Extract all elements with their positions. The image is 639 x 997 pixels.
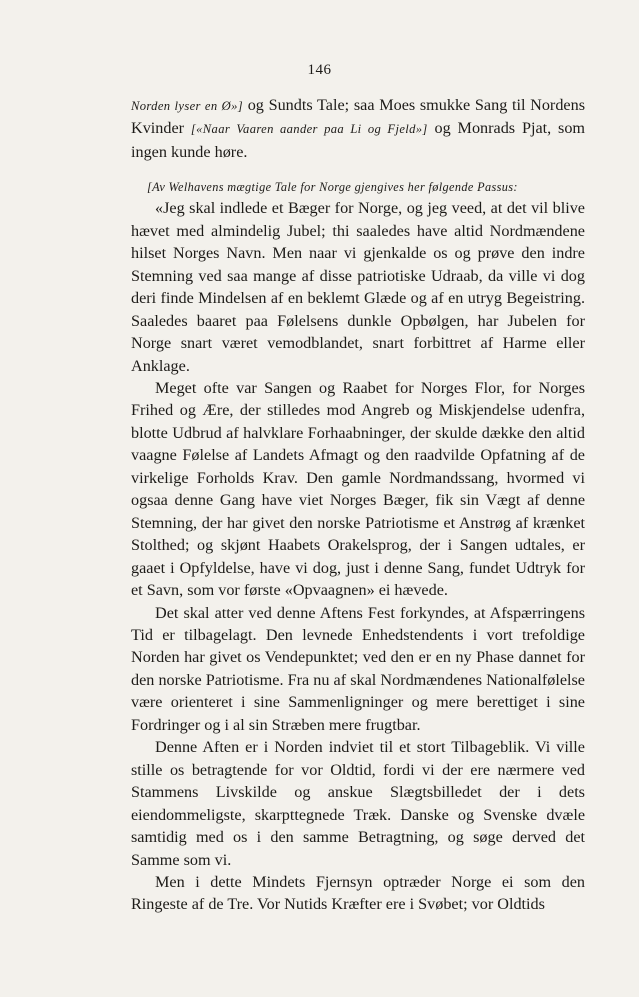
paragraph: Meget ofte var Sangen og Raabet for Norges Flor, for Norges Frihed og Ære, der stilledes mod Angreb og Miskjendelse udenfra, blotte Udbrud af halvklare Forhaabninger, der skulde dække den altid vaagne Følelse af Landets Afmagt og den raadvilde Opfatning af de virkelige Forholds Krav. Den gamle Nordmandssang, hvormed vi ogsaa denne Gang have viet Norges Bæger, fik sin Vægt af denne Stemning, der har givet den norske Patriotisme et Anstrøg af krænket Stolthed; og skjønt Haabets Orakelsprog, der i Sangen udtales, er gaaet i Opfyldelse, have vi dog, just i denne Sang, fundet Udtryk for et Savn, som vor første «Opvaagnen» ei hævede. bbox=[131, 378, 585, 600]
paragraph: «Jeg skal indlede et Bæger for Norge, og jeg veed, at det vil blive hævet med almindelig Jubel; thi saaledes have altid Nordmændene hilset Norges Navn. Men naar vi gjenkalde os og prøve den indre Stemning ved saa mange af disse patriotiske Udraab, da ville vi dog deri finde Mindelsen af en beklemt Glæde og af en utryg Begeistring. Saaledes baaret paa Følelsens dunkle Opbølgen, har Jubelen for Norge snart været vemodblandet, snart forbittret af Harme eller Anklage. bbox=[131, 199, 585, 375]
page-number: 146 bbox=[307, 62, 332, 78]
paragraph: Men i dette Mindets Fjernsyn optræder Norge ei som den Ringeste af de Tre. Vor Nutids Kræfter ere i Svøbet; vor Oldtids bbox=[131, 872, 585, 914]
intro-text-1: og Sundts Tale; saa Moes smukke Sang til Nordens Kvinder bbox=[131, 96, 585, 138]
paragraph: Det skal atter ved denne Aftens Fest forkyndes, at Afspærringens Tid er tilbagelagt. Den levnede Enhedstendents i vort trefoldige Norden har givet os Vendepunktet; ved den er en ny Phase dannet for den norske Patriotisme. Fra nu af skal Nordmændenes Nationalfølelse være orienteret i sine Sammenligninger og mere berettiget i sine Fordringer og i al sin Stræben mere frugtbar. bbox=[131, 603, 585, 734]
intro-paragraph bbox=[131, 94, 585, 163]
body-text bbox=[131, 94, 585, 916]
editor-note: [Av Welhavens mægtige Tale for Norge gjengives her følgende Passus: bbox=[147, 180, 518, 195]
song-title-note: Norden lyser en Ø»] bbox=[131, 99, 243, 113]
song-title-note-2: [«Naar Vaaren aander paa Li og Fjeld»] bbox=[190, 122, 428, 137]
intro-text-2: og Monrads Pjat, som ingen kunde høre. bbox=[131, 119, 586, 161]
paragraph: Denne Aften er i Norden indviet til et stort Tilbageblik. Vi ville stille os betragtende for vor Oldtid, fordi vi der ere nærmere ved Stammens Livskilde og anskue Slægtsbilledet der i dets eiendommeligste, skarpttegnede Træk. Danske og Svenske dvæle samtidig med os i den samme Betragtning, og søge derved det Samme som vi. bbox=[131, 738, 585, 869]
